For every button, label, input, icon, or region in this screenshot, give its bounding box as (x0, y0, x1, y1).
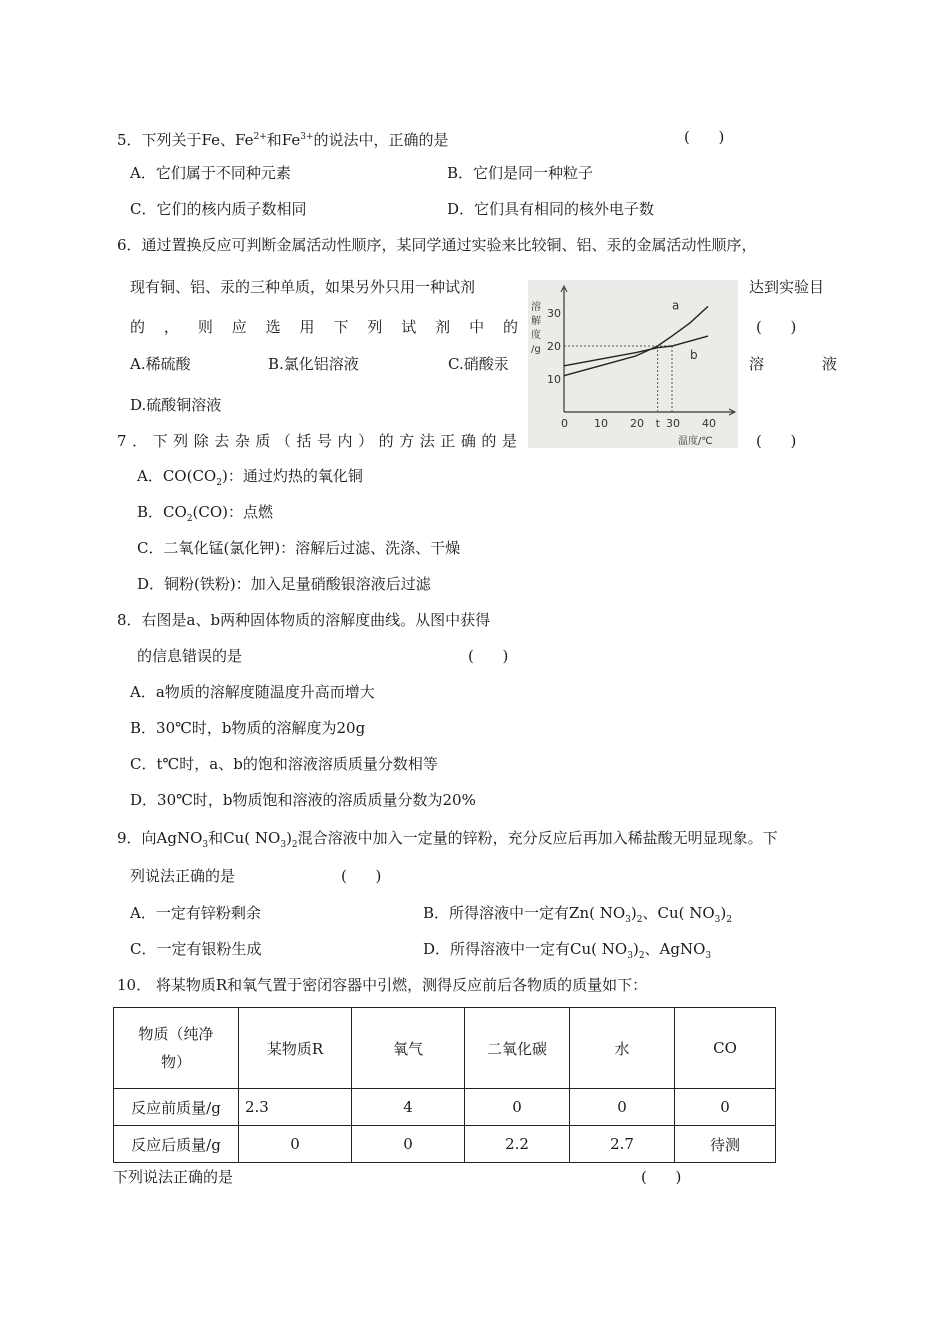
q6-line2-right: 达到实验目 (749, 278, 825, 296)
q7-w: 去 (214, 432, 230, 450)
q9-sub: 2 (726, 915, 732, 925)
q6-w: 的 (130, 318, 146, 336)
table-row (114, 1126, 776, 1163)
q8-option-d[interactable]: D．30℃时，b物质饱和溶液的溶质质量分数为20% (130, 791, 476, 809)
q10-cell: 0 (352, 1126, 465, 1163)
q9-option-c[interactable]: C．一定有银粉生成 (130, 940, 262, 958)
q6-line3 (130, 317, 518, 337)
q6-option-b[interactable]: B.氯化铝溶液 (268, 355, 359, 373)
q10-cell: 0 (239, 1126, 352, 1163)
q7-a-text: A．CO(CO (137, 467, 217, 485)
q5-sup-2: 3+ (300, 132, 314, 142)
q8-option-c[interactable]: C．t℃时，a、b的饱和溶液溶质质量分数相等 (130, 755, 438, 773)
q10-row-label: 反应后质量/g (114, 1126, 239, 1163)
q8-answer-paren[interactable]: ( ) (468, 647, 509, 665)
q8-stem-2: 的信息错误的是 (137, 647, 243, 665)
q7-w: （ (275, 432, 291, 450)
y-tick-label: 10 (547, 373, 561, 386)
q7-w: 列 (173, 432, 189, 450)
q5-option-c[interactable]: C．它们的核内质子数相同 (130, 200, 307, 218)
y-tick-label: 30 (547, 307, 561, 320)
q7-w: 确 (460, 432, 476, 450)
q8-option-a[interactable]: A．a物质的溶解度随温度升高而增大 (130, 683, 375, 701)
q6-w: 选 (265, 318, 281, 336)
solubility-chart (528, 280, 738, 448)
q9-d-c: 、AgNO (644, 940, 706, 958)
q7-a-suffix: )：通过灼热的氧化铜 (221, 467, 363, 485)
q10-answer-paren[interactable]: ( ) (641, 1168, 682, 1186)
q6-option-c-tail2: 液 (822, 355, 838, 373)
q7-w: 正 (440, 432, 456, 450)
q7-a-sub: 2 (216, 478, 222, 488)
q9-sub: 2 (291, 840, 298, 850)
q5-option-a[interactable]: A．它们属于不同种元素 (130, 164, 291, 182)
q9-s1c: ) (286, 829, 292, 847)
q5-option-b[interactable]: B．它们是同一种粒子 (447, 164, 594, 182)
q7-w: ） (358, 432, 374, 450)
y-axis-label: /g (531, 344, 541, 355)
q9-option-b[interactable] (423, 903, 732, 930)
q9-sub: 2 (638, 951, 645, 961)
q10-stem: 10． 将某物质R和氧气置于密闭容器中引燃，测得反应前后各物质的质量如下： (117, 976, 648, 994)
q6-option-c[interactable]: C.硝酸汞 (448, 355, 509, 373)
q10-cell: 0 (675, 1089, 776, 1126)
q10-row-label: 反应前质量/g (114, 1089, 239, 1126)
q7-option-c[interactable]: C．二氧化锰(氯化钾)：溶解后过滤、洗涤、干燥 (137, 539, 461, 557)
q9-sub: 3 (627, 951, 633, 961)
q9-stem-1 (117, 828, 778, 855)
y-tick-label: 20 (547, 340, 561, 353)
q6-option-d[interactable]: D.硫酸铜溶液 (130, 396, 222, 414)
q7-w: 是 (501, 432, 517, 450)
y-axis-label: 溶 (531, 302, 541, 313)
q10-header-cell (114, 1008, 239, 1089)
q10-after-text: 下列说法正确的是 (113, 1168, 234, 1186)
q10-col-header: CO (675, 1008, 776, 1089)
q7-w: 括 (296, 432, 312, 450)
q7-option-b[interactable] (137, 502, 273, 529)
q5-stem-mid: 和Fe (266, 131, 301, 149)
series-label-a: a (672, 298, 680, 313)
table-row (114, 1089, 776, 1126)
q10-cell: 2.3 (239, 1089, 352, 1126)
q7-b-text: B．CO (137, 503, 187, 521)
q7-w: 下 (152, 432, 168, 450)
q7-w: 内 (337, 432, 353, 450)
q6-option-c-tail1: 溶 (749, 355, 765, 373)
q9-option-d[interactable] (423, 939, 711, 966)
x-axis-label: 温度/℃ (678, 436, 713, 447)
q7-w: 的 (481, 432, 497, 450)
q6-w: 用 (299, 318, 315, 336)
q7-option-a[interactable] (137, 466, 363, 493)
q9-b-d: ) (720, 904, 727, 922)
q6-line2-left: 现有铜、铝、汞的三种单质，如果另外只用一种试剂 (130, 278, 476, 296)
q6-option-a[interactable]: A.稀硫酸 (130, 355, 191, 373)
q6-w: 列 (367, 318, 383, 336)
x-tick-label: 20 (630, 417, 644, 430)
q6-w: 试 (401, 318, 417, 336)
q9-b-c: 、Cu( NO (642, 904, 715, 922)
q9-sub: 3 (202, 840, 209, 850)
q7-w: 法 (419, 432, 435, 450)
q7-option-d[interactable]: D．铜粉(铁粉)：加入足量硝酸银溶液后过滤 (137, 575, 431, 593)
x-tick-label: 0 (561, 417, 568, 430)
q9-sub: 3 (705, 951, 712, 961)
q5-sup-1: 2+ (253, 132, 267, 142)
q8-option-b[interactable]: B．30℃时，b物质的溶解度为20g (130, 719, 366, 737)
q6-w: 应 (231, 318, 247, 336)
x-tick-label: 30 (666, 417, 680, 430)
q7-b-sub: 2 (186, 514, 193, 524)
q7-w: ． (132, 432, 148, 450)
q9-option-a[interactable]: A．一定有锌粉剩余 (130, 904, 261, 922)
q9-answer-paren[interactable]: ( ) (341, 867, 382, 885)
q7-w: 7 (117, 432, 127, 450)
x-tick-label: 40 (702, 417, 716, 430)
q10-table (113, 1007, 776, 1163)
q7-w: 号 (317, 432, 333, 450)
q6-w: 下 (333, 318, 349, 336)
q7-w: 方 (399, 432, 415, 450)
q6-answer-paren[interactable]: ( ) (756, 318, 797, 336)
q7-answer-paren[interactable]: ( ) (756, 432, 797, 450)
q10-header-line2: 物） (160, 1053, 191, 1071)
q10-cell: 2.7 (570, 1126, 675, 1163)
y-axis-label: 度 (531, 330, 541, 341)
q9-s1b: 和Cu( NO (208, 829, 281, 847)
q9-stem-2: 列说法正确的是 (130, 867, 236, 885)
q7-stem (117, 431, 517, 451)
q5-answer-paren[interactable]: ( ) (684, 128, 725, 146)
q9-sub: 2 (636, 915, 643, 925)
q6-w: 则 (197, 318, 213, 336)
q10-col-header: 水 (570, 1008, 675, 1089)
q9-d-a: D．所得溶液中一定有Cu( NO (423, 940, 628, 958)
series-label-b: b (690, 348, 698, 363)
q9-sub: 3 (625, 915, 631, 925)
q6-w: ， (163, 318, 179, 336)
q6-w: 的 (502, 318, 518, 336)
q6-w: 中 (469, 318, 485, 336)
q9-b-a: B．所得溶液中一定有Zn( NO (423, 904, 626, 922)
q6-w: 剂 (435, 318, 451, 336)
q10-cell: 0 (570, 1089, 675, 1126)
q7-w: 杂 (234, 432, 250, 450)
q10-cell: 0 (465, 1089, 570, 1126)
q9-s1d: 混合溶液中加入一定量的锌粉，充分反应后再加入稀盐酸无明显现象。下 (297, 829, 778, 847)
q9-sub: 3 (280, 840, 287, 850)
q7-w: 除 (193, 432, 209, 450)
q10-col-header: 二氧化碳 (465, 1008, 570, 1089)
x-tick-t-label: t (655, 417, 660, 430)
q5-stem-text: 5．下列关于Fe、Fe (117, 131, 254, 149)
q8-stem-1: 8．右图是a、b两种固体物质的溶解度曲线。从图中获得 (117, 611, 491, 629)
q9-d-b: ) (632, 940, 639, 958)
q10-cell: 待测 (675, 1126, 776, 1163)
q10-col-header: 某物质R (239, 1008, 352, 1089)
q9-sub: 3 (714, 915, 721, 925)
q10-cell: 2.2 (465, 1126, 570, 1163)
q10-col-header: 氧气 (352, 1008, 465, 1089)
x-tick-label: 10 (594, 417, 608, 430)
y-axis-label: 解 (531, 316, 541, 327)
q5-stem (117, 127, 449, 150)
q9-b-b: ) (630, 904, 637, 922)
q5-stem-suffix: 的说法中，正确的是 (313, 131, 449, 149)
q6-line1: 6．通过置换反应可判断金属活动性顺序，某同学通过实验来比较铜、铝、汞的金属活动性顺序， (117, 236, 757, 254)
q9-s1a: 9．向AgNO (117, 829, 203, 847)
q10-cell: 4 (352, 1089, 465, 1126)
q7-w: 质 (255, 432, 271, 450)
q10-header-line1: 物质（纯净 (138, 1025, 214, 1043)
q7-w: 的 (378, 432, 394, 450)
q5-option-d[interactable]: D．它们具有相同的核外电子数 (447, 200, 655, 218)
q7-b-suffix: (CO)：点燃 (192, 503, 274, 521)
